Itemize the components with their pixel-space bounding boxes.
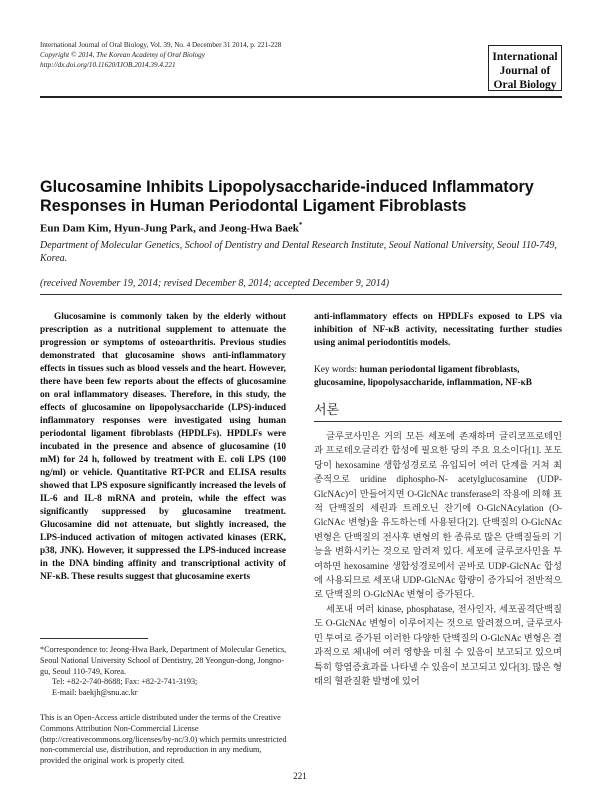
correspondence-footnote [40,645,288,699]
abstract-text: Glucosamine is commonly taken by the elderly without prescription as a nutritional supplement to attenuate the progression or symptoms of osteoarthritis. Previous studies demonstrated that glucosamine shows anti-inflammatory effects in tissues such as blood vessels and the heart. However, there have been few reports about the effects of glucosamine on oral inflammatory diseases. Therefore, in this study, the effects of glucosamine on lipopolysaccharide (LPS)-induced inflammatory responses were investigated using human periodontal ligament fibroblasts (HPDLFs). HPDLFs were incubated in the presence and absence of glucosamine (10 mM) for 24 h, followed by treatment with E. coli LPS (100 ng/ml) or vehicle. Quantitative RT-PCR and ELISA results showed that LPS exposure significantly increased the levels of IL-6 and IL-8 mRNA and protein, while the effect was significantly suppressed by glucosamine treatment. Glucosamine did not attenuate, but slightly increased, the LPS-induced activation of mitogen activated kinases (ERK, p38, JNK). However, it suppressed the LPS-induced increase in the DNA binding affinity and transcriptional activity of NF-κB. These results suggest that glucosamine exerts [40,312,286,582]
keywords [314,364,562,390]
intro-paragraph-2: 세포내 여러 kinase, phosphatase, 전사인자, 세포골격단백질도 O-GlcNAc 변형이 이루어지는 것으로 알려졌으며, 글루코사민 투여로 증가된 이러한 다양한 단백질의 O-GlcNAc 변형은 결과적으로 체내에 여러 영향을 미칠 수 있음이 보고되고 있으며 특히 항염증효과를 나타낼 수 있음이 보고되고 있다[3]. 많은 형태의 혈관질환 발병에 있어 [314,604,562,687]
keywords-list: human periodontal ligament fibroblasts, glucosamine, lipopolysaccharide, inflammation, NF-κB [314,365,532,388]
section-heading-introduction: 서론 [314,403,340,418]
journal-citation: International Journal of Oral Biology, Vol. 39, No. 4 December 31 2014, p. 221-228 [40,41,282,49]
open-access-notice: This is an Open-Access article distributed under the terms of the Creative Commons Attribution Non-Commercial License (http://creativecommons.org/licenses/by-nc/3.0) which permits unrestricted non-commercial use, distribution, and reproduction in any medium, provided the original work is properly cited. [40,713,287,766]
affiliation: Department of Molecular Genetics, School of Dentistry and Dental Research Institute, Seoul National University, Seoul 110-749, Korea. [40,240,557,264]
abstract-continued: anti-inflammatory effects on HPDLFs exposed to LPS via inhibition of NF-κB activity, necessitating further studies using animal periodontitis models. [314,312,562,348]
author-names: Eun Dam Kim, Hyun-Jung Park, and Jeong-Hwa Baek [40,222,299,235]
footnote-rule [40,638,148,639]
correspondence-phone: Tel: +82-2-740-8688; Fax: +82-2-741-3193; [52,677,198,687]
journal-logo-line-2: Journal of [499,65,551,77]
page-number: 221 [293,771,307,781]
right-column [314,311,562,689]
correspondence-email[interactable]: E-mail: baekjh@snu.ac.kr [52,688,138,698]
introduction-body [314,430,562,689]
section-rule [314,421,562,422]
keywords-label: Key words: [314,365,358,375]
journal-info [40,40,281,70]
journal-copyright: Copyright © 2014, The Korean Academy of Oral Biology [40,51,205,59]
abstract-left-column [40,311,286,584]
journal-logo-line-3: Oral Biology [493,79,557,91]
submission-dates: (received November 19, 2014; revised December 8, 2014; accepted December 9, 2014) [40,278,390,289]
abstract-rule [40,294,562,295]
intro-paragraph-1: 글루코사민은 거의 모든 세포에 존재하며 글리코프로테인과 프로테오글리칸 합성에 필요한 당의 주요 요소이다[1]. 포도당이 hexosamine 생합성경로로 유입되어 여러 단계를 거쳐 최종적으로 uridine diphospho-N- acetylglucosamine (UDP-GlcNAc)이 만들어지면 O-GlcNAc transferase의 작용에 의해 표적 단백질의 세린과 트레오닌 잔기에 O-GlcNAcylation (O-GlcNAc 변형)을 유도하는데 사용된다[2]. 단백질의 O-GlcNAc 변형은 단백질의 전사후 변형의 한 종류로 많은 단백질들의 기능을 변화시키는 것으로 알려져 있다. 세포에 글루코사민을 투여하면 hexosamine 생합성경로에서 곧바로 UDP-GlcNAc 합성에 사용되므로 세포내 UDP-GlcNAc 함량이 증가되어 전반적으로 단백질의 O-GlcNAc 변형이 증가된다. [314,432,562,601]
correspondence-address: *Correspondence to: Jeong-Hwa Baek, Department of Molecular Genetics, Seoul National University School of Dentistry, 28 Yeongun-dong, Jongno-gu, Seoul 110-749, Korea. [40,645,287,676]
journal-logo-box [488,45,562,91]
journal-logo-line-1: International [492,51,558,63]
article-title: Glucosamine Inhibits Lipopolysaccharide-induced Inflammatory Responses in Human Periodontal Ligament Fibroblasts [40,178,534,215]
corresponding-mark: * [298,221,303,229]
header-rule [40,96,562,98]
author-list [40,221,302,235]
journal-doi[interactable]: http://dx.doi.org/10.11620/IJOB.2014.39.4.221 [40,61,176,69]
